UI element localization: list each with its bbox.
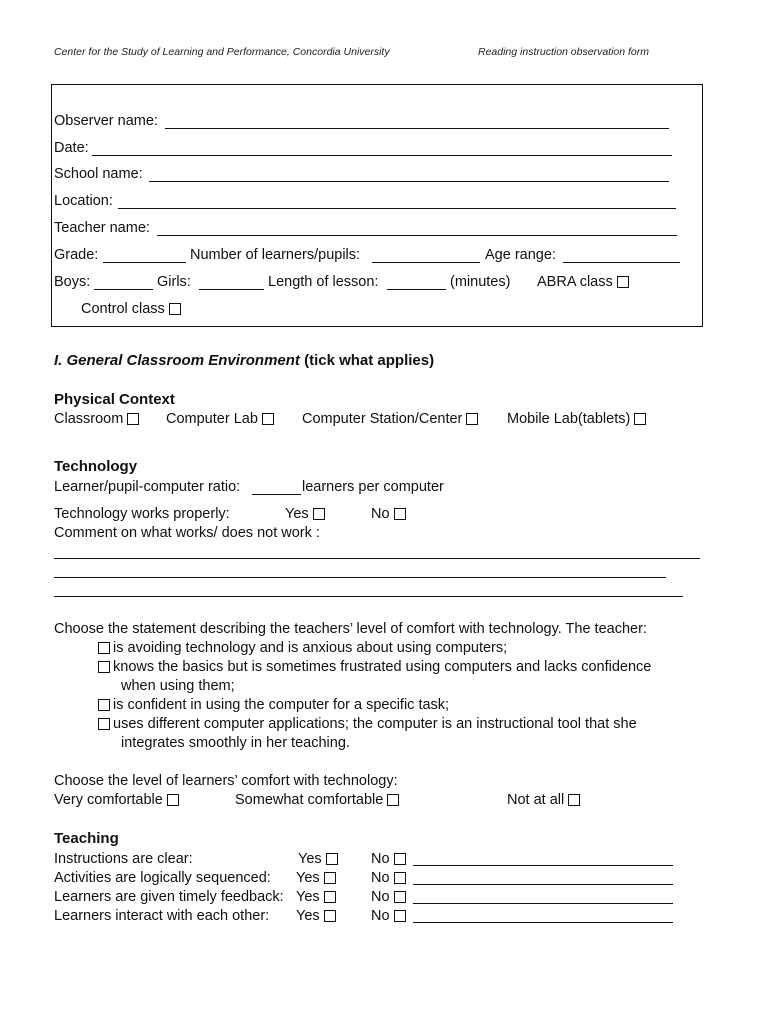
technology-heading: Technology	[54, 458, 138, 475]
teaching-item-2-label: Activities are logically sequenced:	[54, 870, 271, 886]
school-name-label: School name:	[54, 166, 143, 182]
learner-comfort-not-label: Not at all	[507, 792, 565, 808]
abra-class-option	[537, 274, 629, 291]
teacher-comfort-2-continuation: when using them;	[121, 678, 235, 694]
teaching-item-4-no-label: No	[371, 908, 390, 924]
grade-field[interactable]	[103, 262, 186, 263]
option-mobile-lab-label: Mobile Lab(tablets)	[507, 411, 631, 427]
comment-line-3[interactable]	[54, 596, 683, 597]
teaching-item-2-no-label: No	[371, 870, 390, 886]
teaching-item-4-label: Learners interact with each other:	[54, 908, 270, 924]
option-classroom-label: Classroom	[54, 411, 124, 427]
teaching-item-3-yes	[296, 889, 336, 906]
teaching-item-3-no	[371, 889, 406, 906]
option-computer-lab-label: Computer Lab	[166, 411, 258, 427]
date-field[interactable]	[92, 155, 672, 156]
option-mobile-lab	[507, 411, 646, 428]
option-computer-station	[302, 411, 478, 428]
teaching-item-2-no-checkbox[interactable]	[394, 872, 406, 884]
tech-works-label: Technology works properly:	[54, 506, 230, 522]
ratio-field[interactable]	[252, 494, 301, 495]
learner-comfort-very	[54, 792, 179, 809]
learner-comfort-somewhat-checkbox[interactable]	[387, 794, 399, 806]
computer-lab-checkbox[interactable]	[262, 413, 274, 425]
teaching-item-1-yes-label: Yes	[298, 851, 322, 867]
minutes-label: (minutes)	[450, 274, 511, 290]
ratio-label: Learner/pupil-computer ratio:	[54, 479, 241, 495]
teaching-item-4-yes-label: Yes	[296, 908, 320, 924]
learner-comfort-not	[507, 792, 580, 809]
teaching-item-1-no-checkbox[interactable]	[394, 853, 406, 865]
observer-name-field[interactable]	[165, 128, 669, 129]
location-label: Location:	[54, 193, 113, 209]
comment-line-2[interactable]	[54, 577, 666, 578]
teaching-item-3-yes-label: Yes	[296, 889, 320, 905]
teacher-comfort-4-checkbox[interactable]	[98, 718, 110, 730]
learner-comfort-not-checkbox[interactable]	[568, 794, 580, 806]
school-name-field[interactable]	[149, 181, 669, 182]
tech-works-no-label: No	[371, 506, 390, 522]
teaching-item-3-no-checkbox[interactable]	[394, 891, 406, 903]
tech-works-yes-checkbox[interactable]	[313, 508, 325, 520]
teaching-item-3-yes-checkbox[interactable]	[324, 891, 336, 903]
teacher-name-label: Teacher name:	[54, 220, 150, 236]
teaching-item-3-no-label: No	[371, 889, 390, 905]
age-range-label: Age range:	[485, 247, 556, 263]
teaching-item-2-yes-checkbox[interactable]	[324, 872, 336, 884]
teacher-comfort-1-label: is avoiding technology and is anxious about using computers;	[113, 640, 508, 656]
teaching-item-4-comment[interactable]	[413, 922, 673, 923]
section-note: (tick what applies)	[304, 352, 435, 369]
abra-class-label: ABRA class	[537, 274, 613, 290]
teaching-item-2-no	[371, 870, 406, 887]
boys-field[interactable]	[94, 289, 153, 290]
teaching-item-2-comment[interactable]	[413, 884, 673, 885]
classroom-checkbox[interactable]	[127, 413, 139, 425]
learner-comfort-very-label: Very comfortable	[54, 792, 163, 808]
teaching-item-1-no-label: No	[371, 851, 390, 867]
teacher-comfort-option-4	[98, 716, 637, 733]
teacher-comfort-4-label: uses different computer applications; the computer is an instructional tool that she	[113, 716, 637, 732]
teaching-item-1-label: Instructions are clear:	[54, 851, 193, 867]
teaching-item-4-no	[371, 908, 406, 925]
ratio-suffix: learners per computer	[302, 479, 444, 495]
section-title-text: I. General Classroom Environment	[54, 352, 300, 369]
age-range-field[interactable]	[563, 262, 680, 263]
section-title	[54, 352, 434, 369]
option-computer-station-label: Computer Station/Center	[302, 411, 463, 427]
grade-label: Grade:	[54, 247, 99, 263]
teaching-item-4-no-checkbox[interactable]	[394, 910, 406, 922]
teacher-comfort-3-label: is confident in using the computer for a specific task;	[113, 697, 450, 713]
tech-works-no-checkbox[interactable]	[394, 508, 406, 520]
teaching-heading: Teaching	[54, 830, 119, 847]
teacher-comfort-prompt: Choose the statement describing the teachers’ level of comfort with technology. The teacher:	[54, 621, 647, 637]
teaching-item-2-yes-label: Yes	[296, 870, 320, 886]
teacher-comfort-2-checkbox[interactable]	[98, 661, 110, 673]
option-classroom	[54, 411, 139, 428]
teaching-item-3-label: Learners are given timely feedback:	[54, 889, 284, 905]
lesson-length-label: Length of lesson:	[268, 274, 379, 290]
teacher-comfort-2-label: knows the basics but is sometimes frustrated using computers and lacks confidence	[113, 659, 652, 675]
option-computer-lab	[166, 411, 274, 428]
observer-name-label: Observer name:	[54, 113, 158, 129]
boys-label: Boys:	[54, 274, 91, 290]
mobile-lab-checkbox[interactable]	[634, 413, 646, 425]
header-institution: Center for the Study of Learning and Performance, Concordia University	[54, 46, 390, 58]
comment-label: Comment on what works/ does not work :	[54, 525, 320, 541]
tech-works-yes	[285, 506, 325, 523]
teaching-item-1-yes-checkbox[interactable]	[326, 853, 338, 865]
location-field[interactable]	[118, 208, 676, 209]
learner-comfort-very-checkbox[interactable]	[167, 794, 179, 806]
abra-class-checkbox[interactable]	[617, 276, 629, 288]
girls-label: Girls:	[157, 274, 191, 290]
learners-count-label: Number of learners/pupils:	[190, 247, 361, 263]
learner-comfort-prompt: Choose the level of learners’ comfort with technology:	[54, 773, 398, 789]
teaching-item-3-comment[interactable]	[413, 903, 673, 904]
tech-works-yes-label: Yes	[285, 506, 309, 522]
teaching-item-4-yes-checkbox[interactable]	[324, 910, 336, 922]
teaching-item-1-comment[interactable]	[413, 865, 673, 866]
teacher-name-field[interactable]	[157, 235, 677, 236]
control-class-label: Control class	[81, 301, 165, 317]
teaching-item-2-yes	[296, 870, 336, 887]
teaching-item-1-yes	[298, 851, 338, 868]
learner-comfort-somewhat-label: Somewhat comfortable	[235, 792, 384, 808]
teacher-comfort-1-checkbox[interactable]	[98, 642, 110, 654]
computer-station-checkbox[interactable]	[466, 413, 478, 425]
teacher-comfort-option-1	[98, 640, 507, 657]
teacher-comfort-option-3	[98, 697, 449, 714]
teaching-item-4-yes	[296, 908, 336, 925]
comment-line-1[interactable]	[54, 558, 700, 559]
girls-field[interactable]	[199, 289, 264, 290]
tech-works-no	[371, 506, 406, 523]
teacher-comfort-option-2	[98, 659, 651, 676]
lesson-length-field[interactable]	[387, 289, 446, 290]
teacher-comfort-4-continuation: integrates smoothly in her teaching.	[121, 735, 350, 751]
control-class-checkbox[interactable]	[169, 303, 181, 315]
teaching-item-1-no	[371, 851, 406, 868]
learners-count-field[interactable]	[372, 262, 480, 263]
teacher-comfort-3-checkbox[interactable]	[98, 699, 110, 711]
learner-comfort-somewhat	[235, 792, 399, 809]
header-form-title: Reading instruction observation form	[478, 46, 650, 58]
physical-context-heading: Physical Context	[54, 391, 175, 408]
date-label: Date:	[54, 140, 89, 156]
control-class-option	[81, 301, 181, 318]
